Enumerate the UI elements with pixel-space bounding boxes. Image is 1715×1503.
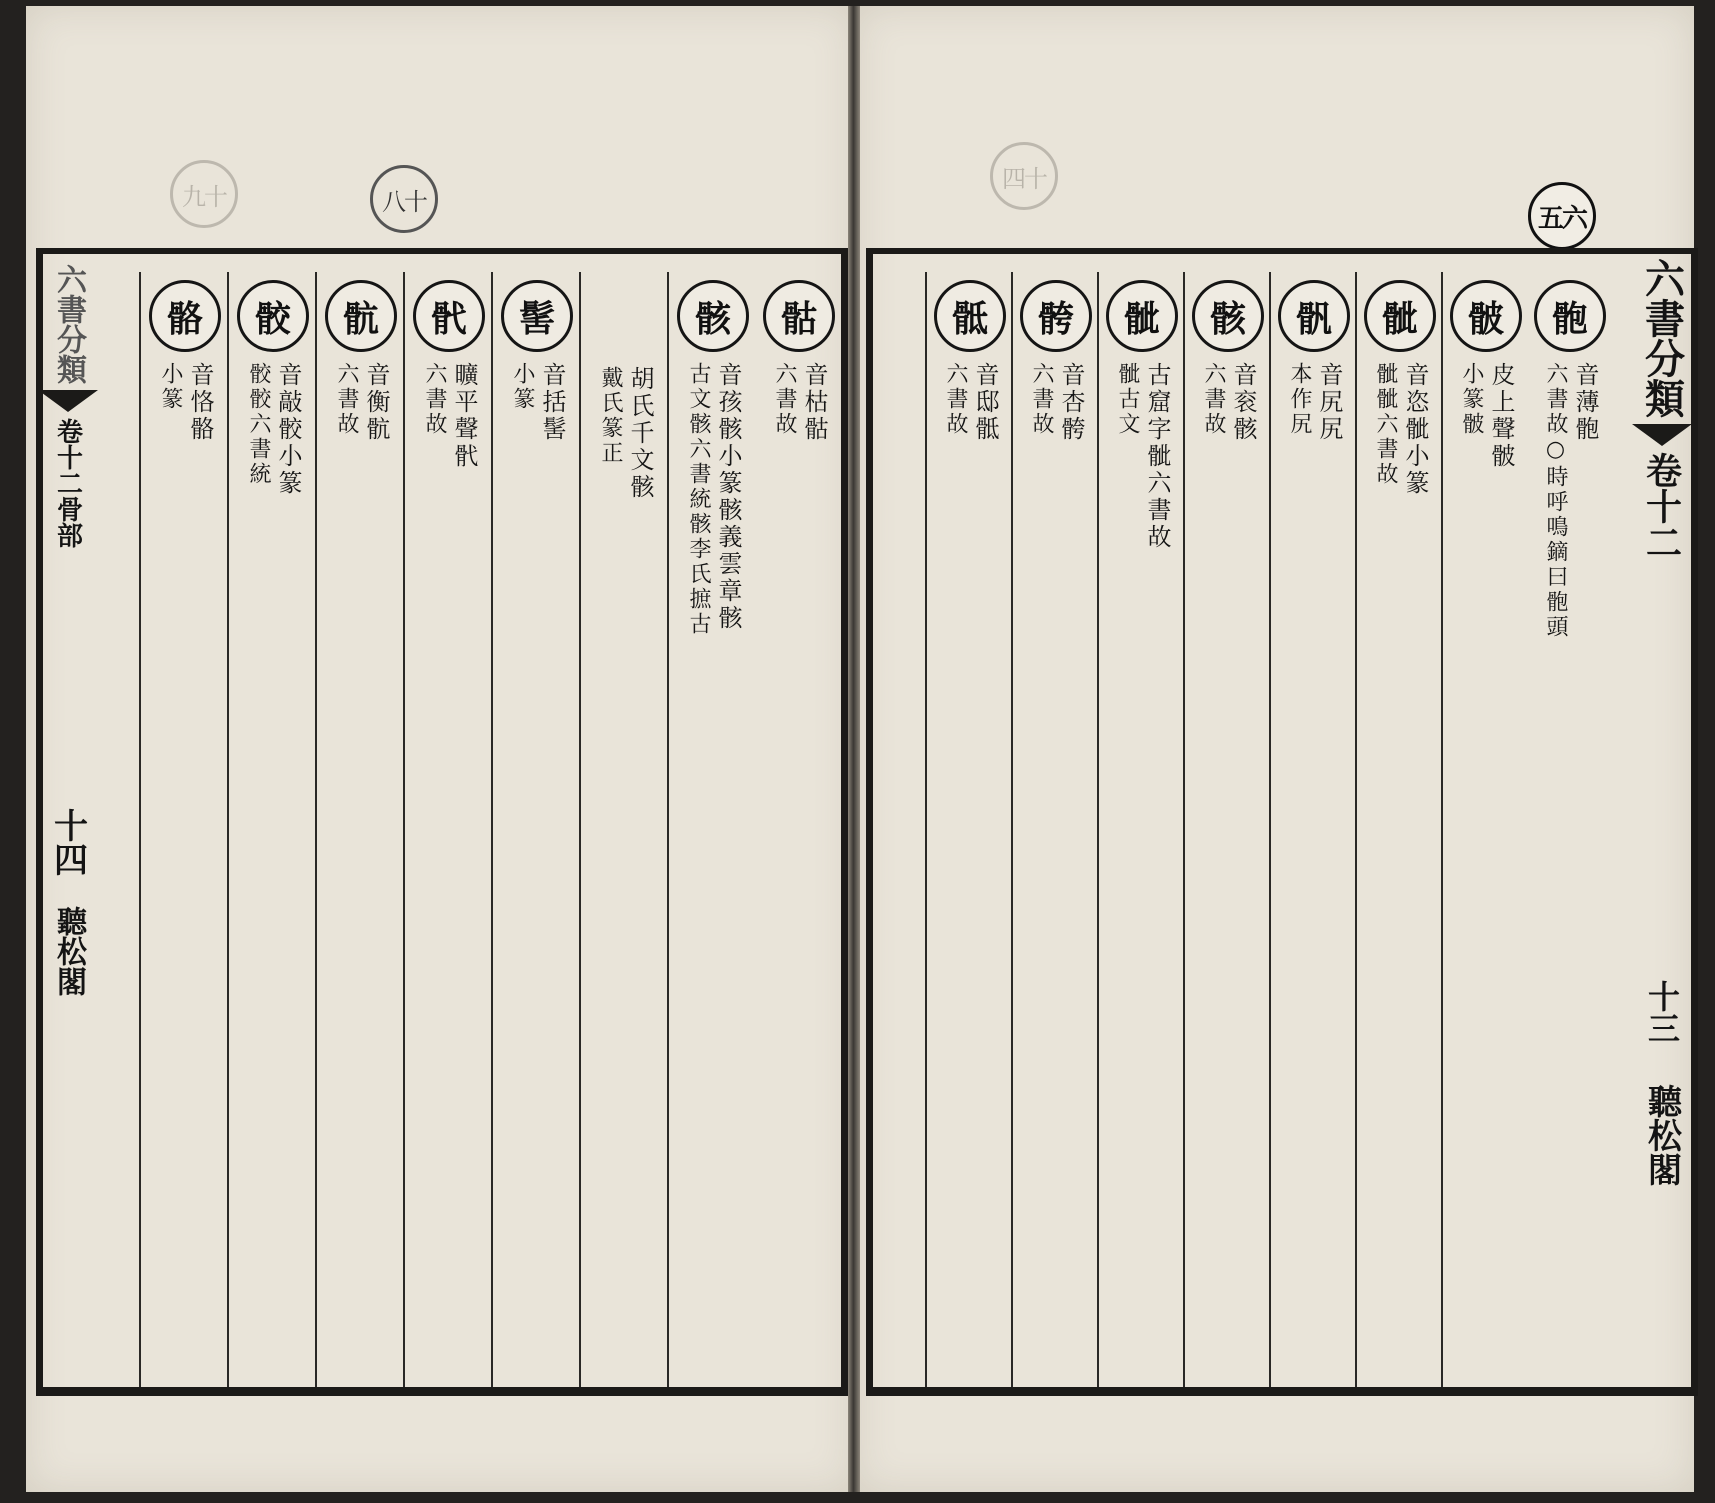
strip-title: 六書分類 bbox=[1638, 258, 1686, 418]
entry-annotation: 六書故 bbox=[943, 362, 968, 437]
entry-text: 音邸骶 bbox=[971, 362, 999, 443]
entry-head-character: 骸 bbox=[1192, 280, 1264, 352]
entry-body bbox=[927, 362, 1013, 443]
entry-annotation: 骴古文 bbox=[1115, 362, 1140, 437]
entry-head-character: 骴 bbox=[1364, 280, 1436, 352]
strip-volume: 卷十二骨部 bbox=[52, 418, 83, 548]
entry-text: 音恪骼 bbox=[186, 362, 214, 443]
entry-text: 皮上聲骳 bbox=[1487, 362, 1515, 470]
ghost-folio-mark bbox=[370, 165, 438, 233]
entry-annotation: 六書故 bbox=[1201, 362, 1226, 437]
strip-publisher: 聽松閣 bbox=[51, 906, 86, 996]
entry-column bbox=[1355, 272, 1443, 1387]
ghost-folio-label: 四十 bbox=[1002, 164, 1046, 193]
entry-body bbox=[1271, 362, 1357, 443]
entry-text: 胡氏千文骸 bbox=[626, 366, 654, 501]
entry-body bbox=[1443, 362, 1529, 470]
entry-body bbox=[669, 362, 757, 637]
right-side-strip bbox=[1627, 254, 1697, 1387]
entry-head-character: 骶 bbox=[934, 280, 1006, 352]
folio-label: 五六 bbox=[1537, 203, 1586, 234]
entry-column bbox=[491, 272, 581, 1387]
ghost-folio-mark bbox=[170, 160, 238, 228]
entry-text: 音孩骸小篆骸義雲章骸 bbox=[714, 362, 742, 632]
entry-column bbox=[579, 272, 669, 1387]
book-gutter bbox=[848, 6, 860, 1492]
entry-body bbox=[493, 362, 581, 443]
entry-head-character: 髺 bbox=[501, 280, 573, 352]
entry-head-character: 骴 bbox=[1106, 280, 1178, 352]
entry-column bbox=[755, 272, 843, 1387]
entry-column bbox=[1097, 272, 1185, 1387]
left-side-strip bbox=[33, 254, 103, 1387]
entry-text: 音敲骹小篆 bbox=[274, 362, 302, 497]
fish-tail-mark bbox=[38, 390, 98, 412]
strip-title: 六書分類 bbox=[51, 264, 86, 384]
left-text-frame bbox=[36, 248, 848, 1396]
entry-annotation: 古文骸六書統骸李氏摭古 bbox=[686, 362, 711, 637]
entry-head-character: 骸 bbox=[677, 280, 749, 352]
entry-body bbox=[755, 362, 843, 443]
entry-annotation: 小篆 bbox=[510, 362, 535, 412]
entry-text: 古窟字骴六書故 bbox=[1143, 362, 1171, 551]
entry-annotation: 小篆骳 bbox=[1459, 362, 1484, 437]
entry-text: 曠平聲骮 bbox=[450, 362, 478, 470]
folio-mark bbox=[1528, 182, 1596, 250]
entry-column bbox=[227, 272, 317, 1387]
entry-head-character: 骪 bbox=[1278, 280, 1350, 352]
entry-column bbox=[667, 272, 757, 1387]
entry-body bbox=[405, 362, 493, 470]
entry-column bbox=[139, 272, 229, 1387]
strip-volume: 卷十二 bbox=[1640, 452, 1683, 560]
entry-text: 音括髺 bbox=[538, 362, 566, 443]
entry-body bbox=[1013, 362, 1099, 443]
entry-body bbox=[581, 366, 669, 501]
entry-head-character: 骻 bbox=[1020, 280, 1092, 352]
entry-head-character: 骲 bbox=[1534, 280, 1606, 352]
entry-body bbox=[317, 362, 405, 443]
entry-annotation: 六書故○時呼鳴鏑曰骲頭 bbox=[1543, 362, 1568, 640]
entry-annotation: 本作尻 bbox=[1287, 362, 1312, 437]
entry-text: 音杏骻 bbox=[1057, 362, 1085, 443]
strip-page-number: 十三 bbox=[1643, 980, 1681, 1044]
entry-annotation: 六書故 bbox=[1029, 362, 1054, 437]
ghost-folio-mark bbox=[990, 142, 1058, 210]
entry-body bbox=[1185, 362, 1271, 443]
entry-text: 音薄骲 bbox=[1571, 362, 1599, 443]
entry-head-character: 骷 bbox=[763, 280, 835, 352]
strip-page-number: 十四 bbox=[47, 808, 88, 876]
entry-body bbox=[1357, 362, 1443, 497]
entry-body bbox=[229, 362, 317, 497]
ghost-folio-label: 九十 bbox=[182, 182, 226, 211]
entry-body bbox=[1099, 362, 1185, 551]
entry-column bbox=[1183, 272, 1271, 1387]
entry-column bbox=[1269, 272, 1357, 1387]
entry-column bbox=[315, 272, 405, 1387]
entry-text: 音枯骷 bbox=[800, 362, 828, 443]
entry-body bbox=[1527, 362, 1613, 640]
entry-head-character: 骯 bbox=[325, 280, 397, 352]
entry-text: 音衡骯 bbox=[362, 362, 390, 443]
entry-column bbox=[925, 272, 1013, 1387]
entry-annotation: 骴骴六書故 bbox=[1373, 362, 1398, 487]
entry-annotation: 六書故 bbox=[772, 362, 797, 437]
entry-text: 音尻尻 bbox=[1315, 362, 1343, 443]
entry-annotation: 小篆 bbox=[158, 362, 183, 412]
entry-annotation: 六書故 bbox=[422, 362, 447, 437]
ghost-folio-label: 八十 bbox=[382, 187, 426, 216]
entry-annotation: 六書故 bbox=[334, 362, 359, 437]
entry-column bbox=[1527, 272, 1613, 1387]
entry-head-character: 骹 bbox=[237, 280, 309, 352]
fish-tail-mark bbox=[1632, 424, 1692, 446]
strip-publisher: 聽松閣 bbox=[1641, 1084, 1682, 1186]
entry-text: 音衮骸 bbox=[1229, 362, 1257, 443]
entry-column bbox=[1011, 272, 1099, 1387]
entry-column bbox=[403, 272, 493, 1387]
entry-annotation: 骹骹六書統 bbox=[246, 362, 271, 487]
entry-head-character: 骮 bbox=[413, 280, 485, 352]
entry-annotation: 戴氏篆正 bbox=[598, 366, 623, 466]
entry-text: 音恣骴小篆 bbox=[1401, 362, 1429, 497]
entry-column bbox=[1441, 272, 1529, 1387]
entry-head-character: 骳 bbox=[1450, 280, 1522, 352]
right-text-frame bbox=[866, 248, 1698, 1396]
entry-body bbox=[141, 362, 229, 443]
entry-head-character: 骼 bbox=[149, 280, 221, 352]
